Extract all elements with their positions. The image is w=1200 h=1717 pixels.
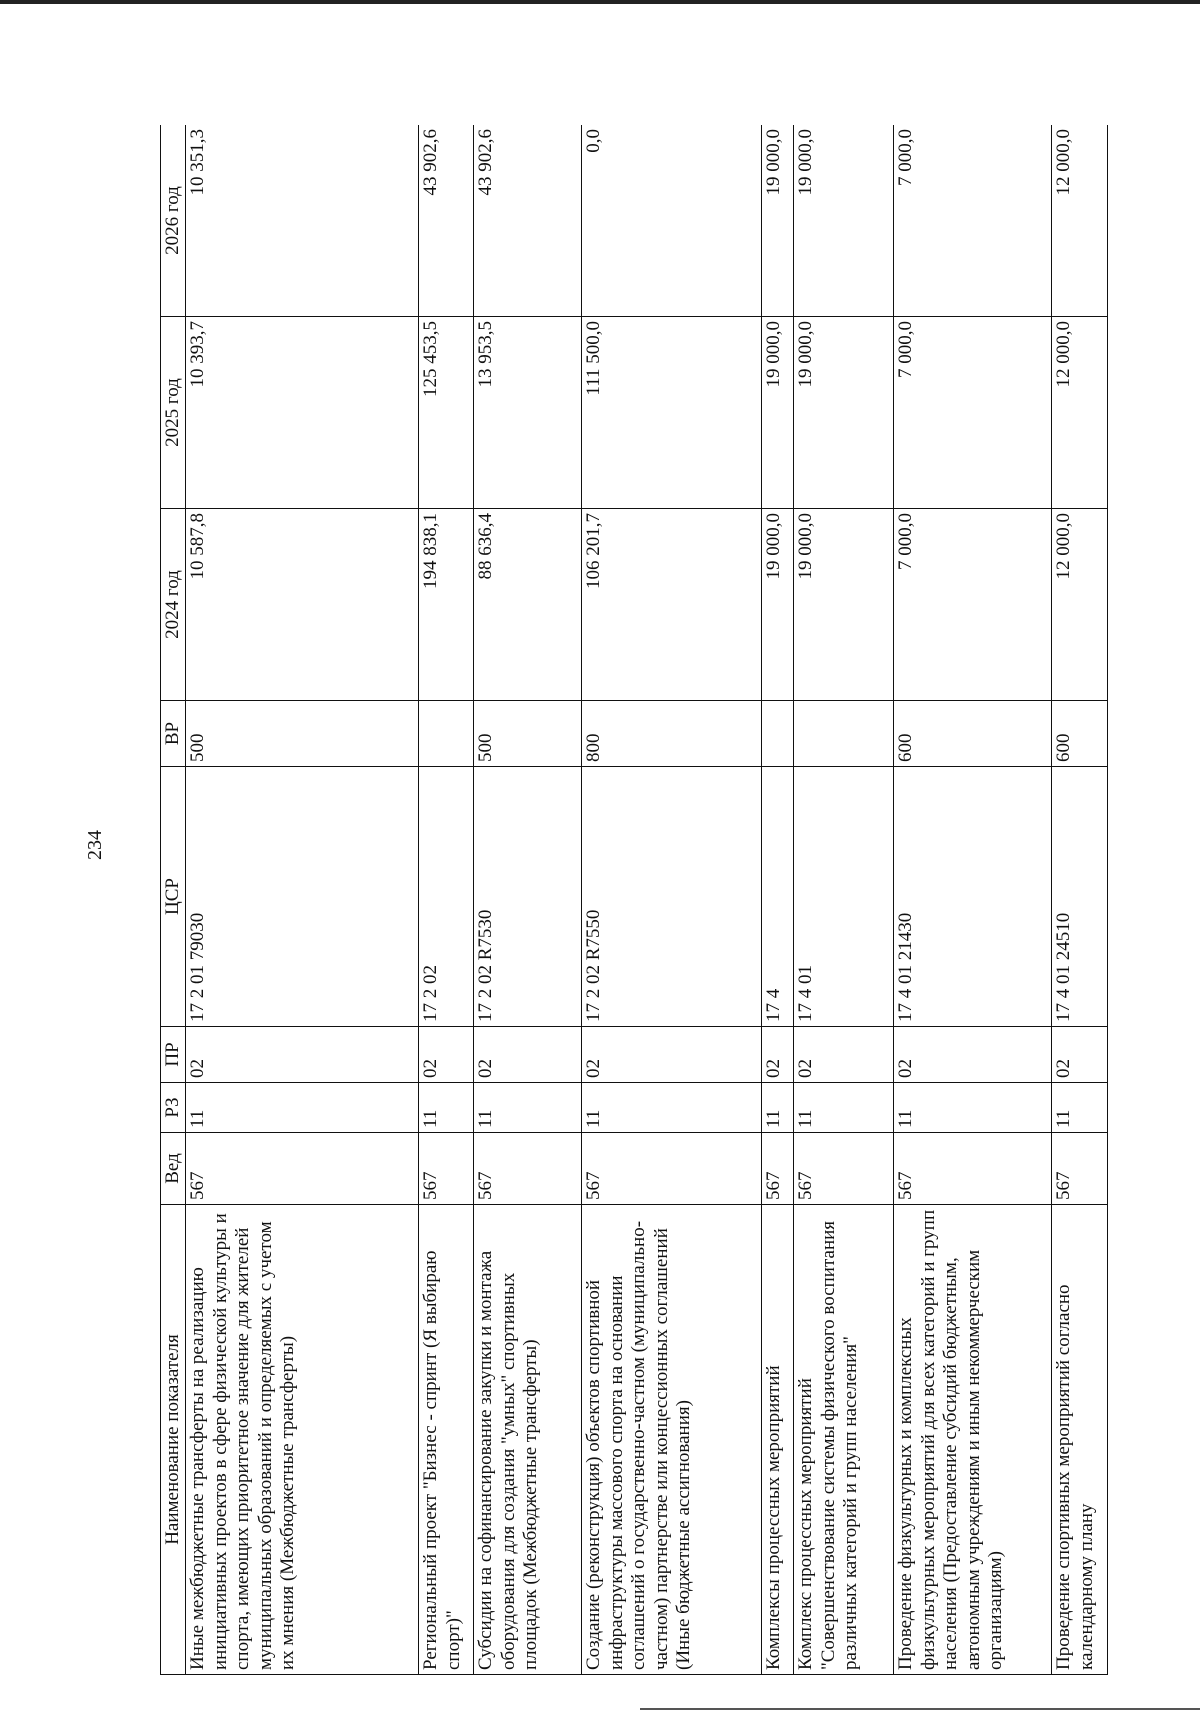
- cell-2025: 111 500,0: [582, 317, 762, 509]
- cell-2024: 12 000,0: [1052, 509, 1108, 701]
- cell-vr: 500: [186, 701, 419, 767]
- cell-ved: 567: [582, 1133, 762, 1205]
- cell-vr: [762, 701, 794, 767]
- page-number: 234: [84, 830, 106, 860]
- header-ved: Вед: [161, 1133, 186, 1205]
- cell-2026: 19 000,0: [762, 125, 794, 317]
- cell-rz: 11: [1052, 1083, 1108, 1133]
- cell-rz: 11: [419, 1083, 474, 1133]
- cell-ved: 567: [186, 1133, 419, 1205]
- cell-csr: 17 4 01 21430: [894, 767, 1052, 1027]
- cell-name: Комплекс процессных мероприятий "Совершенствование системы физического воспитания различных категорий и групп населения": [794, 1205, 894, 1675]
- table-row: [1052, 125, 1108, 1675]
- cell-2024: 19 000,0: [794, 509, 894, 701]
- table-row: [762, 125, 794, 1675]
- cell-name: Иные межбюджетные трансферты на реализацию инициативных проектов в сфере физической культуры и спорта, имеющих приоритетное значение для жителей муниципальных образований и определяемых с учетом их мнения (Межбюджетные трансферты): [186, 1205, 419, 1675]
- rotated-table-viewport: [160, 125, 1120, 1675]
- header-vr: ВР: [161, 701, 186, 767]
- cell-csr: 17 2 02 R7530: [474, 767, 582, 1027]
- cell-2025: 13 953,5: [474, 317, 582, 509]
- cell-name: Субсидии на софинансирование закупки и монтажа оборудования для создания "умных" спортивных площадок (Межбюджетные трансферты): [474, 1205, 582, 1675]
- cell-pr: 02: [894, 1027, 1052, 1083]
- table-row: [419, 125, 474, 1675]
- cell-2025: 19 000,0: [762, 317, 794, 509]
- cell-2026: 7 000,0: [894, 125, 1052, 317]
- cell-2025: 19 000,0: [794, 317, 894, 509]
- table-row: [582, 125, 762, 1675]
- header-2026: 2026 год: [161, 125, 186, 317]
- cell-csr: 17 2 02 R7550: [582, 767, 762, 1027]
- cell-ved: 567: [762, 1133, 794, 1205]
- cell-csr: 17 4 01 24510: [1052, 767, 1108, 1027]
- cell-2024: 88 636,4: [474, 509, 582, 701]
- scan-bottom-edge: [640, 1708, 1200, 1710]
- cell-rz: 11: [474, 1083, 582, 1133]
- cell-2026: 10 351,3: [186, 125, 419, 317]
- table-row: [474, 125, 582, 1675]
- table-row: [186, 125, 419, 1675]
- cell-pr: 02: [474, 1027, 582, 1083]
- cell-ved: 567: [894, 1133, 1052, 1205]
- cell-vr: 500: [474, 701, 582, 767]
- cell-2026: 19 000,0: [794, 125, 894, 317]
- cell-csr: 17 2 01 79030: [186, 767, 419, 1027]
- cell-vr: [419, 701, 474, 767]
- cell-rz: 11: [762, 1083, 794, 1133]
- header-rz: РЗ: [161, 1083, 186, 1133]
- cell-2024: 194 838,1: [419, 509, 474, 701]
- cell-2025: 125 453,5: [419, 317, 474, 509]
- cell-csr: 17 4 01: [794, 767, 894, 1027]
- cell-pr: 02: [419, 1027, 474, 1083]
- header-pr: ПР: [161, 1027, 186, 1083]
- table-header-row: [161, 125, 186, 1675]
- cell-2026: 12 000,0: [1052, 125, 1108, 317]
- cell-name: Комплексы процессных мероприятий: [762, 1205, 794, 1675]
- cell-rz: 11: [186, 1083, 419, 1133]
- cell-pr: 02: [582, 1027, 762, 1083]
- cell-2025: 7 000,0: [894, 317, 1052, 509]
- cell-2026: 0,0: [582, 125, 762, 317]
- cell-name: Региональный проект "Бизнес - спринт (Я выбираю спорт)": [419, 1205, 474, 1675]
- cell-rz: 11: [794, 1083, 894, 1133]
- cell-2025: 10 393,7: [186, 317, 419, 509]
- cell-vr: 800: [582, 701, 762, 767]
- cell-pr: 02: [186, 1027, 419, 1083]
- cell-rz: 11: [894, 1083, 1052, 1133]
- header-2025: 2025 год: [161, 317, 186, 509]
- cell-ved: 567: [474, 1133, 582, 1205]
- rotated-table-frame: [160, 125, 1120, 1675]
- budget-table: [160, 125, 1108, 1675]
- cell-2024: 10 587,8: [186, 509, 419, 701]
- cell-csr: 17 4: [762, 767, 794, 1027]
- cell-pr: 02: [762, 1027, 794, 1083]
- cell-2025: 12 000,0: [1052, 317, 1108, 509]
- cell-ved: 567: [419, 1133, 474, 1205]
- header-2024: 2024 год: [161, 509, 186, 701]
- cell-vr: 600: [894, 701, 1052, 767]
- cell-vr: 600: [1052, 701, 1108, 767]
- table-row: [894, 125, 1052, 1675]
- cell-name: Создание (реконструкция) объектов спортивной инфраструктуры массового спорта на основании соглашений о государственно-частном (муниципально-частном) партнерстве или концессионных соглашений (Иные бюджетные ассигнования): [582, 1205, 762, 1675]
- cell-2024: 19 000,0: [762, 509, 794, 701]
- header-name: Наименование показателя: [161, 1205, 186, 1675]
- cell-2024: 7 000,0: [894, 509, 1052, 701]
- cell-csr: 17 2 02: [419, 767, 474, 1027]
- scan-top-edge: [0, 0, 1200, 4]
- cell-name: Проведение спортивных мероприятий согласно календарному плану: [1052, 1205, 1108, 1675]
- cell-pr: 02: [1052, 1027, 1108, 1083]
- cell-pr: 02: [794, 1027, 894, 1083]
- header-csr: ЦСР: [161, 767, 186, 1027]
- cell-2026: 43 902,6: [474, 125, 582, 317]
- table-row: [794, 125, 894, 1675]
- cell-vr: [794, 701, 894, 767]
- cell-2024: 106 201,7: [582, 509, 762, 701]
- cell-2026: 43 902,6: [419, 125, 474, 317]
- cell-ved: 567: [794, 1133, 894, 1205]
- cell-rz: 11: [582, 1083, 762, 1133]
- cell-ved: 567: [1052, 1133, 1108, 1205]
- cell-name: Проведение физкультурных и комплексных физкультурных мероприятий для всех категорий и групп населения (Предоставление субсидий бюджетным, автономным учреждениям и иным некоммерческим организациям): [894, 1205, 1052, 1675]
